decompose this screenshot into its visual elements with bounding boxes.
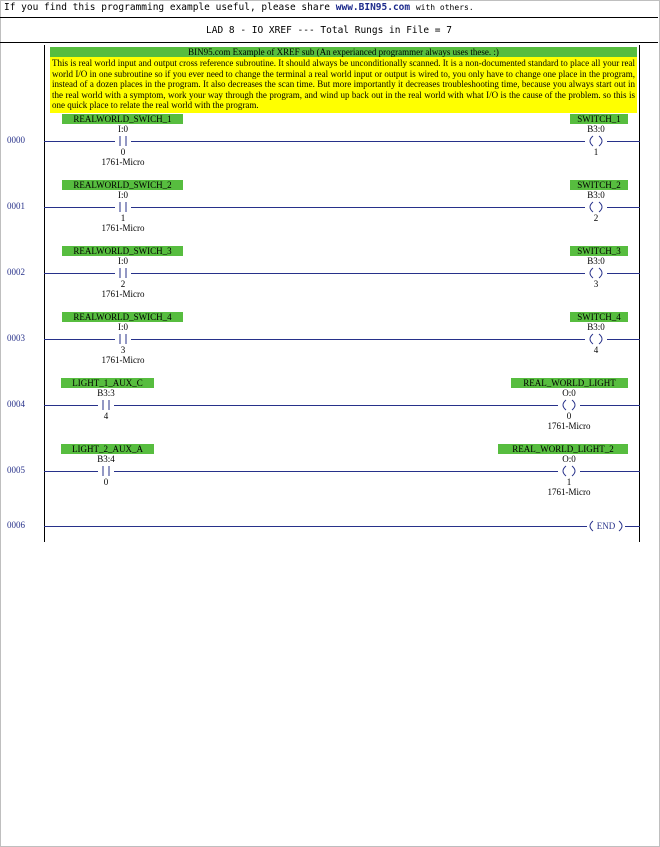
share-banner: [4, 2, 474, 13]
input-bit: 0: [103, 477, 109, 487]
file-title-bar: [0, 17, 658, 43]
share-suffix: with others.: [415, 3, 474, 12]
end-rung-line: [44, 526, 640, 527]
input-bit: 4: [103, 411, 109, 421]
input-bit: 1: [120, 213, 126, 223]
output-address: B3:0: [587, 124, 605, 134]
coil-icon[interactable]: [558, 399, 580, 411]
right-power-rail: [639, 45, 640, 542]
output-address: B3:0: [587, 322, 605, 332]
input-device: 1761-Micro: [101, 355, 145, 365]
input-symbol-label: REALWORLD_SWICH_4: [62, 312, 183, 322]
coil-icon[interactable]: [585, 333, 607, 345]
rung-line: [44, 207, 640, 208]
end-instruction: [587, 520, 625, 532]
contact-icon[interactable]: [115, 202, 131, 212]
contact-icon[interactable]: [115, 268, 131, 278]
input-device: 1761-Micro: [101, 157, 145, 167]
contact-icon[interactable]: [98, 466, 114, 476]
output-symbol-label: SWITCH_2: [570, 180, 628, 190]
contact-icon[interactable]: [115, 136, 131, 146]
output-address: O:0: [562, 454, 576, 464]
rung-line: [44, 273, 640, 274]
contact-icon[interactable]: [115, 334, 131, 344]
input-address: I:0: [118, 322, 128, 332]
input-bit: 0: [120, 147, 126, 157]
output-symbol-label: REAL_WORLD_LIGHT_2: [498, 444, 628, 454]
input-address: I:0: [118, 256, 128, 266]
comment-heading: BIN95.com Example of XREF sub (An experianced programmer always uses these. :): [50, 47, 637, 57]
output-symbol-label: REAL_WORLD_LIGHT: [511, 378, 628, 388]
end-label: END: [596, 521, 616, 531]
output-bit: 4: [593, 345, 599, 355]
output-address: O:0: [562, 388, 576, 398]
rung-number[interactable]: 0001: [7, 201, 25, 211]
input-device: 1761-Micro: [101, 223, 145, 233]
rung-line: [44, 141, 640, 142]
input-bit: 3: [120, 345, 126, 355]
share-url-link[interactable]: www.BIN95.com: [335, 2, 411, 13]
left-power-rail: [44, 45, 45, 542]
comment-body: This is real world input and output cross reference subroutine. It should always be unconditionally scanned. It is a non-documented standard to place all your real world I/O in one subroutine so if you ever need to change the terminal a real world input or output is wired to, you only have to change one place in the program, instead of a dozen places in the program. It also decreases the scan time. But more importantly it decreases troubleshooting time, because you always start out in the real world with a symptom, work your way through the program, and wind up back out in the real world with what I/O is the cause of the problem. so this is one quick place to relate the real world with the program.: [52, 58, 635, 111]
input-device: 1761-Micro: [101, 289, 145, 299]
output-symbol-label: SWITCH_1: [570, 114, 628, 124]
input-address: B3:4: [97, 454, 115, 464]
rung-comment: [50, 47, 637, 113]
coil-icon[interactable]: [585, 135, 607, 147]
output-symbol-label: SWITCH_3: [570, 246, 628, 256]
input-address: I:0: [118, 124, 128, 134]
input-symbol-label: REALWORLD_SWICH_2: [62, 180, 183, 190]
input-symbol-label: LIGHT_1_AUX_C: [61, 378, 154, 388]
output-symbol-label: SWITCH_4: [570, 312, 628, 322]
input-address: B3:3: [97, 388, 115, 398]
input-symbol-label: REALWORLD_SWICH_1: [62, 114, 183, 124]
output-address: B3:0: [587, 256, 605, 266]
coil-icon[interactable]: [585, 267, 607, 279]
rung-line: [44, 471, 640, 472]
output-device: 1761-Micro: [547, 421, 591, 431]
output-bit: 0: [566, 411, 572, 421]
output-address: B3:0: [587, 190, 605, 200]
rung-number[interactable]: 0003: [7, 333, 25, 343]
rung-line: [44, 339, 640, 340]
coil-icon[interactable]: [585, 201, 607, 213]
output-bit: 1: [566, 477, 572, 487]
coil-icon[interactable]: [558, 465, 580, 477]
rung-line: [44, 405, 640, 406]
input-symbol-label: REALWORLD_SWICH_3: [62, 246, 183, 256]
contact-icon[interactable]: [98, 400, 114, 410]
input-address: I:0: [118, 190, 128, 200]
file-title: LAD 8 - IO XREF --- Total Rungs in File = 7: [206, 25, 452, 36]
share-prefix: If you find this programming example useful, please share: [4, 2, 331, 13]
output-device: 1761-Micro: [547, 487, 591, 497]
output-bit: 2: [593, 213, 599, 223]
rung-number[interactable]: 0004: [7, 399, 25, 409]
rung-number[interactable]: 0000: [7, 135, 25, 145]
rung-number[interactable]: 0002: [7, 267, 25, 277]
output-bit: 3: [593, 279, 599, 289]
output-bit: 1: [593, 147, 599, 157]
input-symbol-label: LIGHT_2_AUX_A: [61, 444, 154, 454]
input-bit: 2: [120, 279, 126, 289]
rung-number[interactable]: 0005: [7, 465, 25, 475]
end-rung-number[interactable]: 0006: [7, 520, 25, 530]
